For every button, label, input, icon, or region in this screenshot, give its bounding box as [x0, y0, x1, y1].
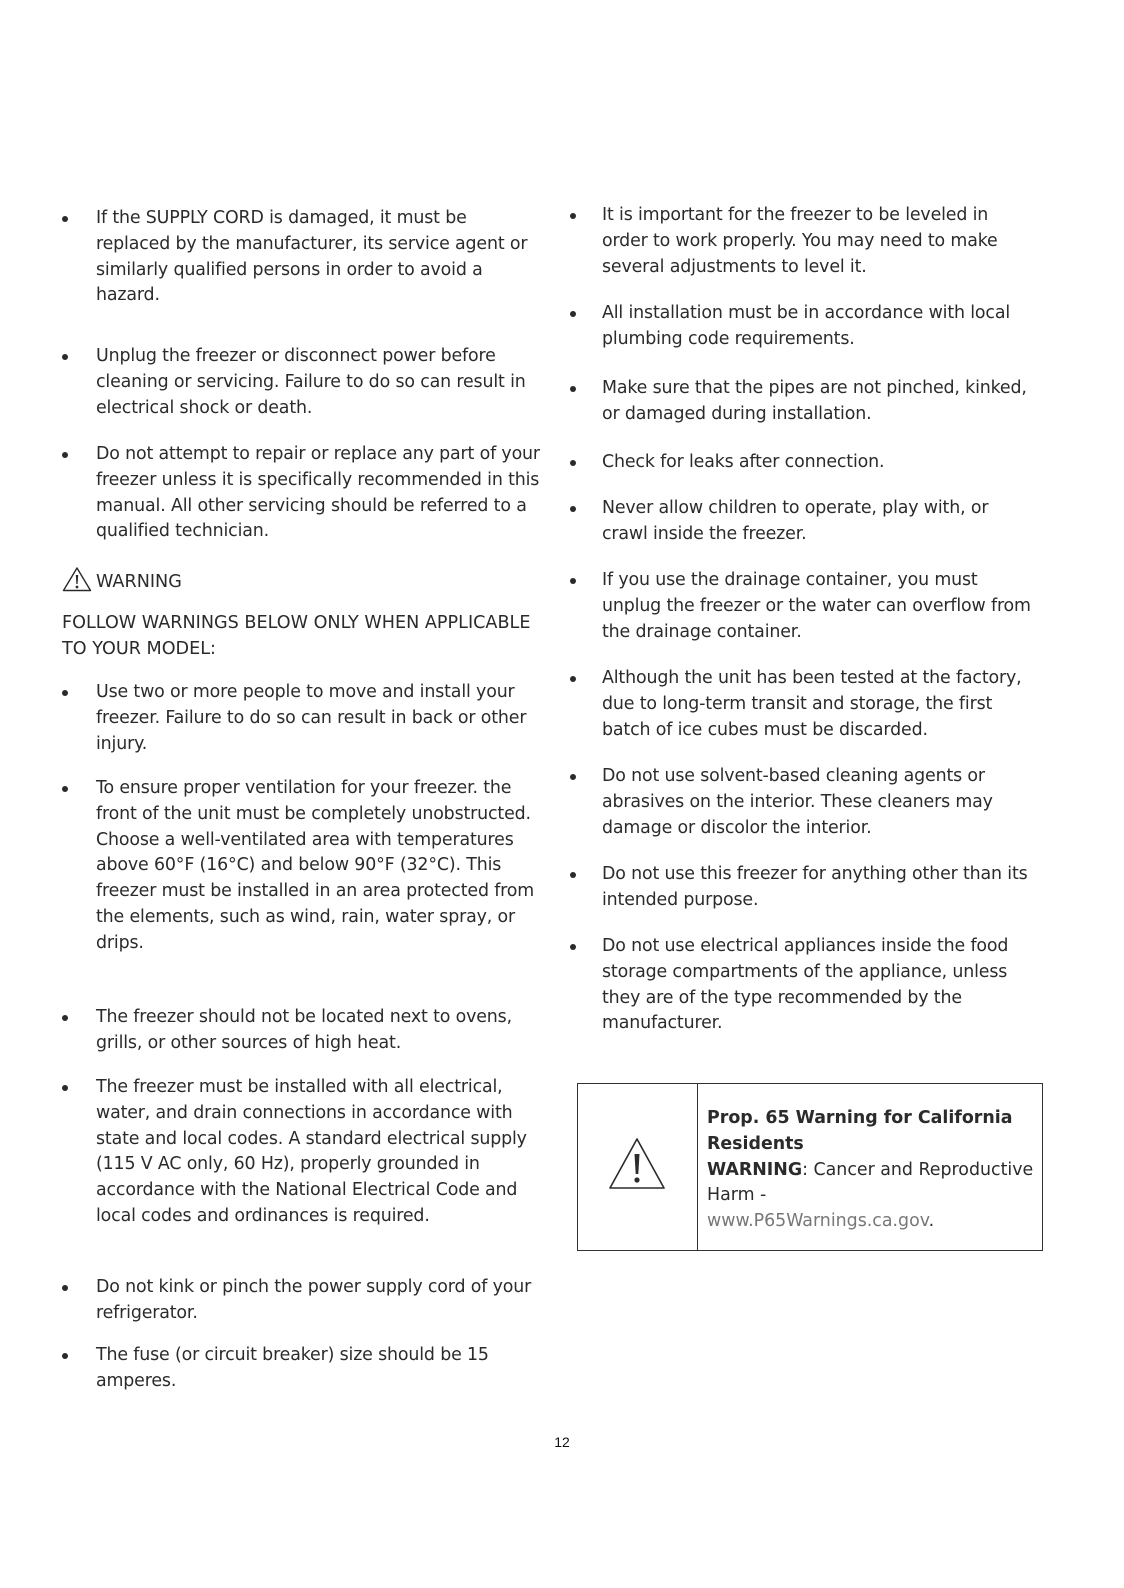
- list-item-text: If the SUPPLY CORD is damaged, it must be replaced by the manufacturer, its service agent or similarly qualified persons in order to avoid a hazard.: [96, 208, 528, 306]
- list-item: [570, 450, 1038, 476]
- prop65-link[interactable]: www.P65Warnings.ca.gov: [707, 1211, 929, 1232]
- bullet-icon: [62, 354, 68, 360]
- box-divider: [697, 1084, 698, 1250]
- prop65-warning-text: : Cancer and Reproductive Harm -: [707, 1159, 1034, 1206]
- prop65-warning-box: [577, 1083, 1043, 1251]
- bullet-icon: [62, 1285, 68, 1291]
- list-item-text: It is important for the freezer to be leveled in order to work properly. You may need to make several adjustments to level it.: [602, 205, 998, 277]
- list-item-text: Make sure that the pipes are not pinched, kinked, or damaged during installation.: [602, 378, 1027, 424]
- page-number: 12: [554, 1434, 570, 1450]
- prop65-link-suffix: .: [928, 1211, 935, 1232]
- list-item: [62, 206, 540, 309]
- list-item: [570, 203, 1038, 280]
- bullet-icon: [62, 1353, 68, 1359]
- list-item: [62, 1075, 540, 1230]
- prop65-warning-label: WARNING: [707, 1159, 803, 1180]
- warning-heading: [62, 566, 182, 592]
- list-item-text: If you use the drainage container, you must unplug the freezer or the water can overflow from the drainage container.: [602, 570, 1031, 642]
- list-item-text: Use two or more people to move and install your freezer. Failure to do so can result in back or other injury.: [96, 682, 527, 754]
- list-item-text: Do not kink or pinch the power supply cord of your refrigerator.: [96, 1277, 532, 1323]
- list-item-text: Never allow children to operate, play with, or crawl inside the freezer.: [602, 498, 989, 544]
- list-item: [570, 934, 1038, 1037]
- bullet-icon: [62, 1015, 68, 1021]
- bullet-icon: [570, 578, 576, 584]
- list-item-text: Check for leaks after connection.: [602, 452, 885, 472]
- bullet-icon: [570, 676, 576, 682]
- list-item-text: Do not use solvent-based cleaning agents or abrasives on the interior. These cleaners may damage or discolor the interior.: [602, 766, 993, 838]
- bullet-icon: [570, 311, 576, 317]
- list-item-text: Do not use this freezer for anything other than its intended purpose.: [602, 864, 1028, 910]
- bullet-icon: [62, 452, 68, 458]
- prop65-title: Prop. 65 Warning for California Residents: [707, 1108, 1013, 1154]
- prop65-text: [707, 1106, 1037, 1235]
- warning-triangle-icon: [62, 566, 92, 592]
- list-item: [570, 496, 1038, 548]
- list-item-text: All installation must be in accordance with local plumbing code requirements.: [602, 303, 1011, 349]
- list-item: [62, 344, 540, 421]
- prop65-link-line: [707, 1209, 1037, 1235]
- list-item: [62, 1005, 540, 1057]
- list-item-text: Although the unit has been tested at the factory, due to long-term transit and storage, the first batch of ice cubes must be discarded.: [602, 668, 1022, 740]
- list-item: [570, 666, 1038, 743]
- bullet-icon: [62, 1085, 68, 1091]
- list-item-text: Do not attempt to repair or replace any part of your freezer unless it is specifically recommended in this manual. All other servicing should be referred to a qualified technician.: [96, 444, 540, 542]
- list-item-text: The freezer must be installed with all electrical, water, and drain connections in accordance with state and local codes. A standard electrical supply (115 V AC only, 60 Hz), properly grounded in accordance with the National Electrical Code and local codes and ordinances is required.: [96, 1077, 527, 1226]
- list-item: [570, 568, 1038, 645]
- list-item: [62, 776, 540, 957]
- bullet-icon: [62, 786, 68, 792]
- applicability-note: FOLLOW WARNINGS BELOW ONLY WHEN APPLICABLE TO YOUR MODEL:: [62, 613, 531, 659]
- bullet-icon: [62, 216, 68, 222]
- list-item: [570, 862, 1038, 914]
- list-item-text: To ensure proper ventilation for your freezer. the front of the unit must be completely unobstructed. Choose a well-ventilated area with temperatures above 60°F (16°C) and below 90°F (32°C). This freezer must be installed in an area protected from the elements, such as wind, rain, water spray, or drips.: [96, 778, 535, 953]
- list-item-text: Do not use electrical appliances inside the food storage compartments of the appliance, unless they are of the type recommended by the manufacturer.: [602, 936, 1009, 1034]
- bullet-icon: [570, 213, 576, 219]
- list-item-text: The fuse (or circuit breaker) size should be 15 amperes.: [96, 1345, 489, 1391]
- list-item: [570, 301, 1038, 353]
- bullet-icon: [570, 386, 576, 392]
- bullet-icon: [62, 690, 68, 696]
- bullet-icon: [570, 944, 576, 950]
- list-item-text: The freezer should not be located next to ovens, grills, or other sources of high heat.: [96, 1007, 512, 1053]
- list-item: [570, 376, 1038, 428]
- list-item: [570, 764, 1038, 841]
- bullet-icon: [570, 774, 576, 780]
- list-item: [62, 442, 540, 545]
- list-item-text: Unplug the freezer or disconnect power before cleaning or servicing. Failure to do so can result in electrical shock or death.: [96, 346, 526, 418]
- bullet-icon: [570, 872, 576, 878]
- list-item: [62, 1275, 540, 1327]
- bullet-icon: [570, 506, 576, 512]
- warning-triangle-icon: [607, 1136, 667, 1192]
- prop65-warning-line: [707, 1158, 1037, 1210]
- list-item: [62, 680, 540, 757]
- bullet-icon: [570, 460, 576, 466]
- list-item: [62, 1343, 540, 1395]
- warning-label: WARNING: [96, 572, 182, 592]
